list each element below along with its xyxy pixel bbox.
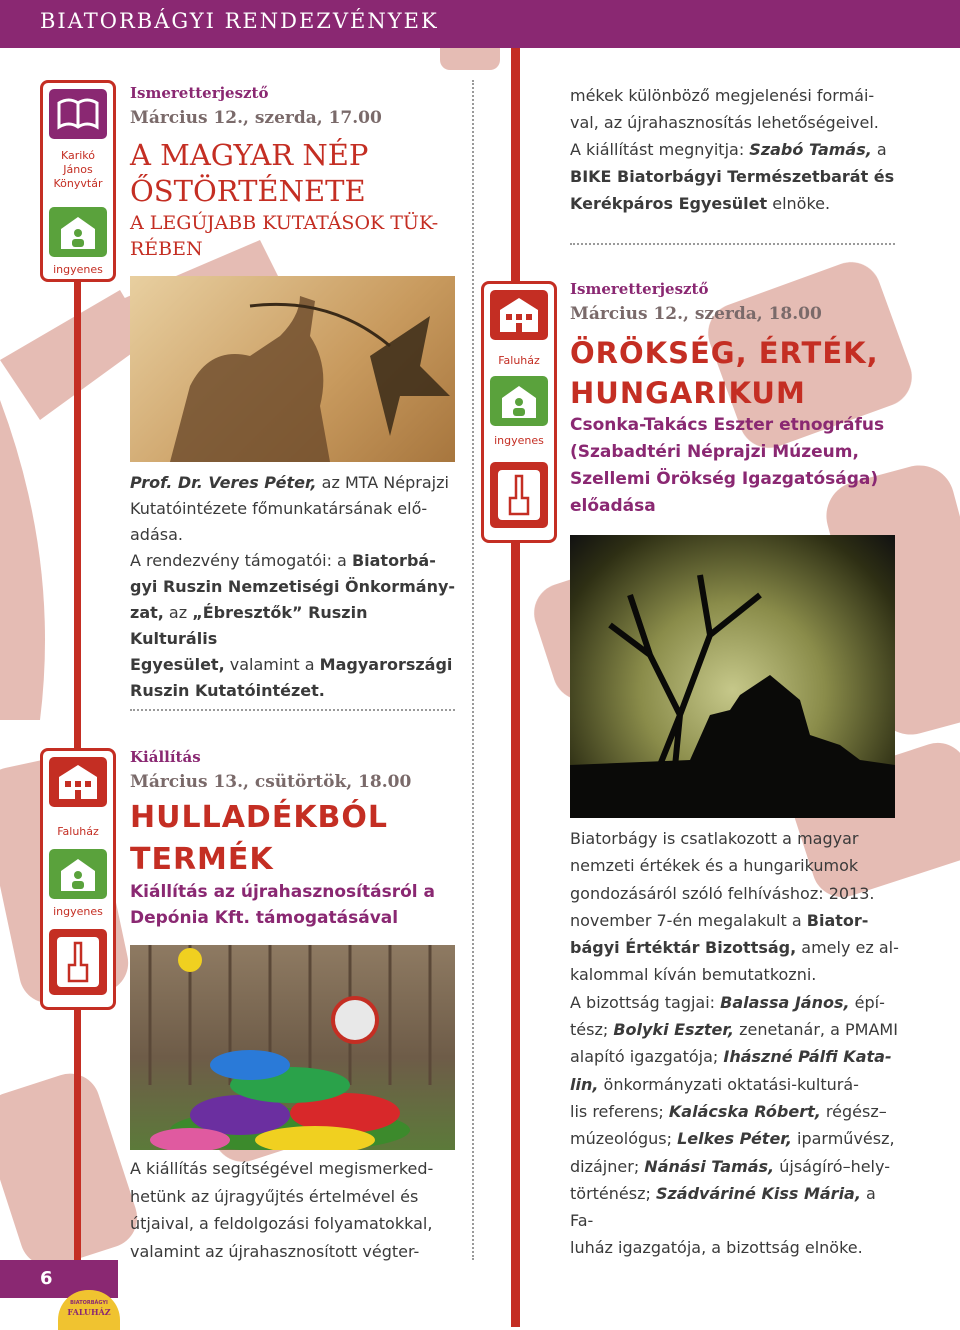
event2-description: A kiállítás segítségével megismerked- hetünk az újragyűjtés értelmével és útjaival, a feldolgozási folyamatokkal, valamint az újrahasznosított végter- — [130, 1159, 434, 1261]
event2-sidebar — [40, 748, 116, 1010]
event2-subtitle-line1: Kiállítás az újrahasznosításról a — [130, 882, 435, 902]
building-icon — [490, 290, 548, 340]
event3-title-line2: HUNGARIKUM — [570, 376, 806, 410]
event1-description: Prof. Dr. Veres Péter, az MTA Néprajzi Kutatóintézete főmunkatársának elő- adása. A rendezvény támogatói: a Biatorbá- gyi Ruszin Nemzetiségi Önkormány- zat, az „Ébresztők” Ruszin Kulturális Egyesület, valamint a Magyarországi Ruszin Kutatóintézet. — [130, 473, 456, 700]
event1-venue-label: Karikó János Könyvtár — [53, 149, 103, 190]
event1-subtitle-line1: A LEGÚJABB KUTATÁSOK TÜK- — [130, 212, 439, 234]
event2-date: Március 13., csütörtök, 18.00 — [130, 772, 412, 792]
event2-price-label: ingyenes — [53, 905, 103, 918]
faluhaz-logo: BIATORBÁGYI FALUHÁZ — [58, 1290, 120, 1330]
event2-price-icon-box — [49, 849, 107, 899]
event3-sidebar — [481, 281, 557, 543]
event3-price-icon-box — [490, 376, 548, 426]
event3-price-label: ingyenes — [494, 434, 544, 447]
building-icon — [49, 757, 107, 807]
event1-price-icon-box — [49, 207, 107, 257]
event1-price-label: ingyenes — [53, 263, 103, 276]
opener-name: Szabó Tamás, — [749, 140, 872, 159]
event1-subtitle-line2: RÉBEN — [130, 238, 203, 260]
event1-photo — [130, 276, 455, 462]
event2-title-line1: HULLADÉKBÓL — [130, 800, 389, 835]
event2-title-line2: TERMÉK — [130, 842, 274, 877]
event3-venue-icon-box — [490, 290, 548, 340]
house-person-icon — [49, 207, 107, 257]
event1-title-line1: A MAGYAR NÉP — [130, 138, 369, 172]
center-spine — [511, 48, 520, 1327]
event1-venue-icon-box — [49, 89, 107, 139]
event3-title-line1: ÖRÖKSÉG, ÉRTÉK, — [570, 336, 879, 370]
page-number: 6 — [40, 1268, 53, 1289]
event-divider-right — [570, 243, 895, 245]
event3-subtitle: Csonka-Takács Eszter etnográfus (Szabadtéri Néprajzi Múzeum, Szellemi Örökség Igazgatósága) előadása — [570, 415, 885, 516]
event-divider-left — [130, 709, 455, 711]
event2-category: Kiállítás — [130, 748, 201, 766]
event2-venue-label: Faluház — [57, 825, 99, 838]
hand-one-finger-icon — [49, 929, 107, 995]
event1-sidebar — [40, 80, 116, 282]
event1-category: Ismeretterjesztő — [130, 84, 269, 102]
event1-speaker: Prof. Dr. Veres Péter, — [130, 473, 317, 492]
column-divider — [472, 80, 474, 1260]
hand-one-finger-icon — [490, 462, 548, 528]
event2-continuation: mékek különböző megjelenési formái- val, az újrahasznosítás lehetőségeivel. A kiállítást megnyitja: Szabó Tamás, a BIKE Biatorbágyi Természetbarát és Kerékpáros Egyesület elnöke. — [570, 86, 895, 213]
event2-venue-icon-box — [49, 757, 107, 807]
page-header — [0, 0, 960, 48]
event3-age-icon-box — [490, 462, 548, 528]
event3-photo — [570, 535, 895, 818]
header-title: BIATORBÁGYI RENDEZVÉNYEK — [40, 9, 439, 33]
left-spine — [74, 280, 81, 750]
event2-photo — [130, 945, 455, 1150]
event3-date: Március 12., szerda, 18.00 — [570, 304, 822, 324]
house-person-icon — [49, 849, 107, 899]
event3-description: Biatorbágy is csatlakozott a magyar nemzeti értékek és a hungarikumok gondozásáról szóló felhíváshoz: 2013. november 7-én megalakult a Biator- bágyi Értéktár Bizottság, amely ez al- kalommal kíván bemutatkozni. A bizottság tagjai: Balassa János, épí- tész; Bolyki Eszter, zenetanár, a PMAMI alapító igazgatója; Ihászné Pálfi Kata- lin, önkormányzati oktatási-kulturá- lis referens; Kalácska Róbert, régész– múzeológus; Lelkes Péter, iparművész, dizájner; Nánási Tamás, újságíró–hely- történész; Szádváriné Kiss Mária, a Fa- luház igazgatója, a bizottság elnöke. — [570, 829, 899, 1258]
event1-date: Március 12., szerda, 17.00 — [130, 108, 382, 128]
event2-subtitle-line2: Depónia Kft. támogatásával — [130, 908, 399, 928]
event2-age-icon-box — [49, 929, 107, 995]
event1-title-line2: ŐSTÖRTÉNETE — [130, 174, 366, 208]
left-spine-lower — [74, 1000, 81, 1270]
book-icon — [49, 89, 107, 139]
event3-category: Ismeretterjesztő — [570, 280, 709, 298]
house-person-icon — [490, 376, 548, 426]
event3-venue-label: Faluház — [498, 354, 540, 367]
